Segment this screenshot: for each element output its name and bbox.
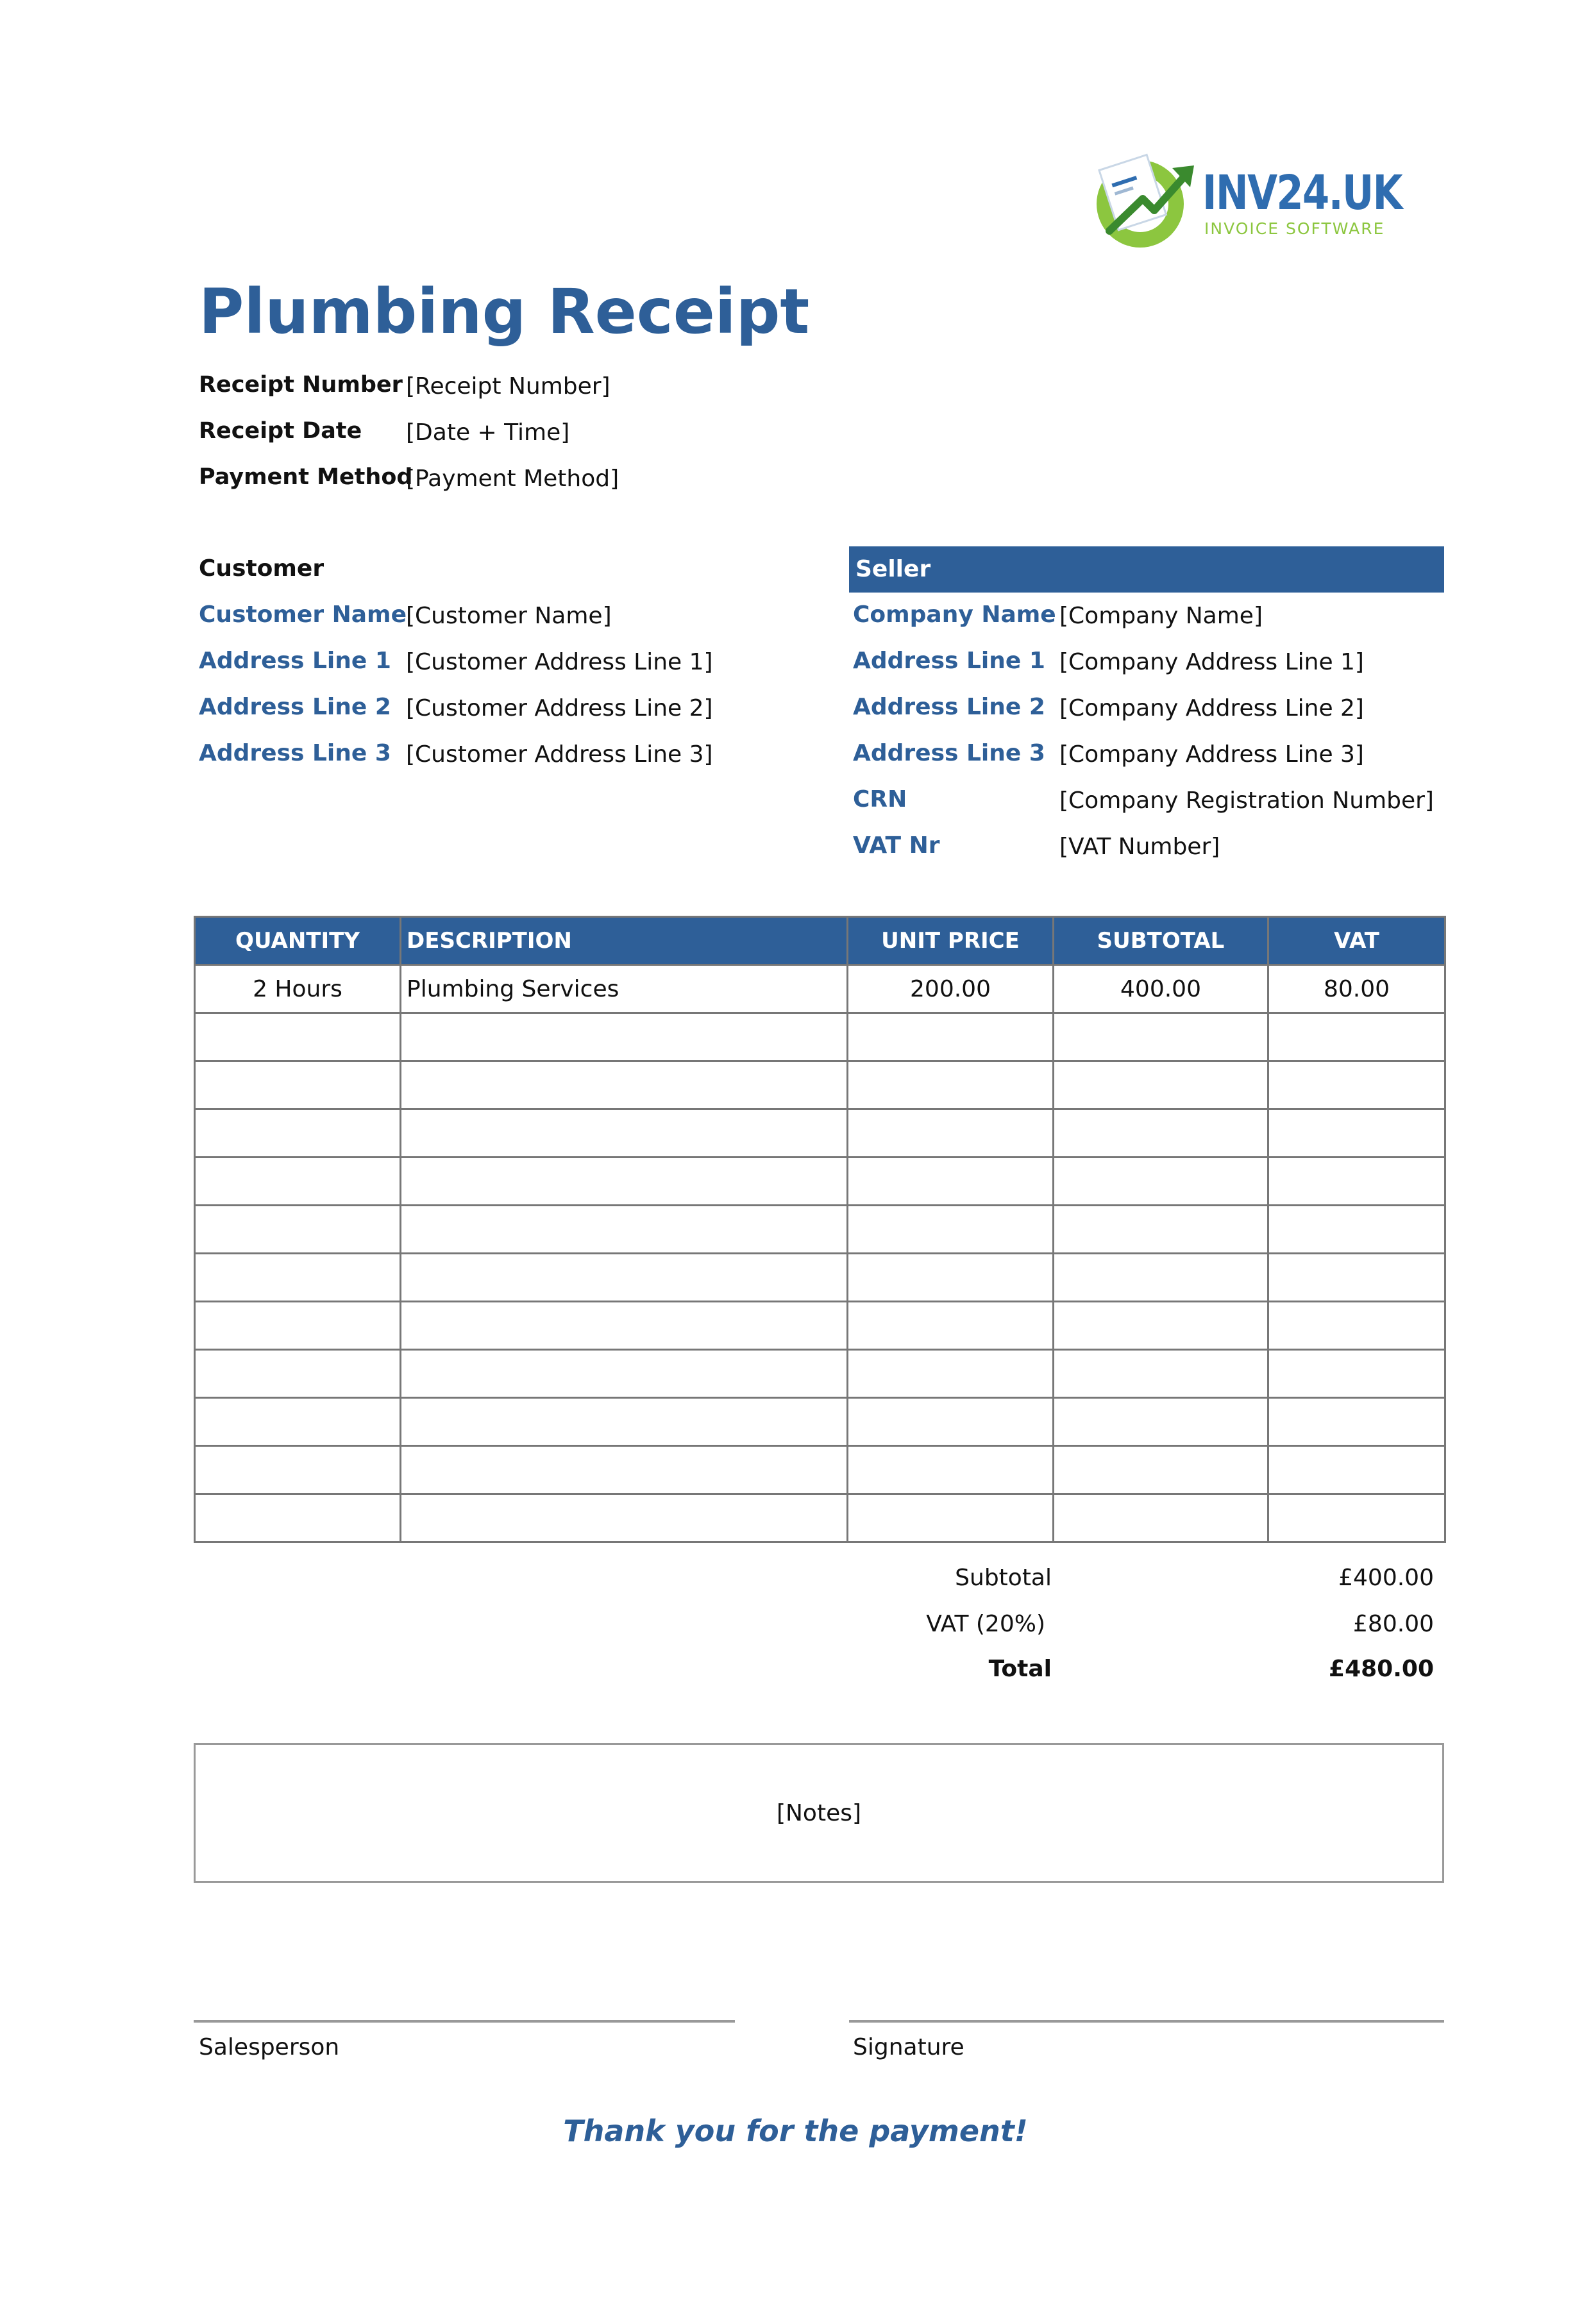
- quantity-cell: 2 Hours: [195, 965, 401, 1013]
- table-row-empty: [195, 1013, 1445, 1061]
- subtotal-cell-empty: [1054, 1446, 1268, 1494]
- table-row-empty: [195, 1206, 1445, 1254]
- customer-name-value: [Customer Name]: [406, 603, 612, 629]
- payment-method-value: [Payment Method]: [406, 466, 619, 492]
- subtotal-cell-empty: [1054, 1398, 1268, 1446]
- seller-crn-value: [Company Registration Number]: [1059, 787, 1434, 814]
- table-row-empty: [195, 1109, 1445, 1158]
- customer-address-3-value: [Customer Address Line 3]: [406, 741, 713, 768]
- quantity-cell-empty: [195, 1206, 401, 1254]
- vat-cell-empty: [1268, 1061, 1445, 1109]
- unit-price-cell-empty: [848, 1254, 1054, 1302]
- unit-price-cell-empty: [848, 1350, 1054, 1398]
- subtotal-cell-empty: [1054, 1254, 1268, 1302]
- quantity-cell-empty: [195, 1350, 401, 1398]
- description-cell-empty: [401, 1109, 848, 1158]
- unit-price-cell-empty: [848, 1061, 1054, 1109]
- logo-tagline: INVOICE SOFTWARE: [1204, 219, 1385, 238]
- column-header-unit-price: UNIT PRICE: [848, 917, 1054, 965]
- column-header-description: DESCRIPTION: [401, 917, 848, 965]
- thank-you-message: Thank you for the payment!: [563, 2114, 1028, 2148]
- subtotal-cell: 400.00: [1054, 965, 1268, 1013]
- receipt-number-label: Receipt Number: [199, 372, 403, 398]
- vat-total-value: £80.00: [1353, 1611, 1434, 1637]
- seller-heading: Seller: [849, 546, 1444, 593]
- description-cell-empty: [401, 1494, 848, 1542]
- items-table: [194, 916, 1446, 1543]
- subtotal-cell-empty: [1054, 1061, 1268, 1109]
- table-row-empty: [195, 1446, 1445, 1494]
- table-row: [195, 965, 1445, 1013]
- vat-cell-empty: [1268, 1350, 1445, 1398]
- subtotal-cell-empty: [1054, 1013, 1268, 1061]
- vat-cell-empty: [1268, 1254, 1445, 1302]
- table-row-empty: [195, 1302, 1445, 1350]
- seller-vat-value: [VAT Number]: [1059, 834, 1220, 860]
- subtotal-label: Subtotal: [955, 1565, 1052, 1591]
- vat-cell: 80.00: [1268, 965, 1445, 1013]
- quantity-cell-empty: [195, 1302, 401, 1350]
- table-row-empty: [195, 1158, 1445, 1206]
- signature-line: [849, 2020, 1444, 2023]
- subtotal-cell-empty: [1054, 1302, 1268, 1350]
- customer-address-1-label: Address Line 1: [199, 648, 391, 674]
- vat-cell-empty: [1268, 1109, 1445, 1158]
- logo-brand-text: INV24.UK: [1202, 165, 1402, 221]
- vat-cell-empty: [1268, 1206, 1445, 1254]
- grand-total-label: Total: [988, 1656, 1052, 1682]
- grand-total-value: £480.00: [1329, 1656, 1434, 1682]
- customer-address-1-value: [Customer Address Line 1]: [406, 649, 713, 675]
- unit-price-cell: 200.00: [848, 965, 1054, 1013]
- customer-address-2-value: [Customer Address Line 2]: [406, 695, 713, 721]
- payment-method-label: Payment Method: [199, 464, 413, 490]
- notes-box: [194, 1743, 1444, 1883]
- logo-emblem-icon: [1090, 149, 1199, 251]
- description-cell-empty: [401, 1254, 848, 1302]
- description-cell-empty: [401, 1061, 848, 1109]
- seller-address-2-value: [Company Address Line 2]: [1059, 695, 1364, 721]
- unit-price-cell-empty: [848, 1109, 1054, 1158]
- table-row-empty: [195, 1398, 1445, 1446]
- quantity-cell-empty: [195, 1061, 401, 1109]
- seller-address-1-label: Address Line 1: [853, 648, 1045, 674]
- seller-company-name-value: [Company Name]: [1059, 603, 1263, 629]
- column-header-vat: VAT: [1268, 917, 1445, 965]
- brand-logo: [1090, 149, 1402, 251]
- unit-price-cell-empty: [848, 1398, 1054, 1446]
- table-row-empty: [195, 1494, 1445, 1542]
- unit-price-cell-empty: [848, 1013, 1054, 1061]
- quantity-cell-empty: [195, 1158, 401, 1206]
- quantity-cell-empty: [195, 1494, 401, 1542]
- description-cell-empty: [401, 1158, 848, 1206]
- receipt-number-value: [Receipt Number]: [406, 373, 610, 400]
- seller-address-3-label: Address Line 3: [853, 740, 1045, 766]
- seller-address-1-value: [Company Address Line 1]: [1059, 649, 1364, 675]
- seller-address-3-value: [Company Address Line 3]: [1059, 741, 1364, 768]
- subtotal-cell-empty: [1054, 1494, 1268, 1542]
- vat-cell-empty: [1268, 1446, 1445, 1494]
- quantity-cell-empty: [195, 1446, 401, 1494]
- vat-cell-empty: [1268, 1158, 1445, 1206]
- vat-cell-empty: [1268, 1302, 1445, 1350]
- vat-cell-empty: [1268, 1494, 1445, 1542]
- salesperson-signature-line: [194, 2020, 735, 2023]
- notes-text: [Notes]: [776, 1799, 862, 1826]
- column-header-subtotal: SUBTOTAL: [1054, 917, 1268, 965]
- customer-address-2-label: Address Line 2: [199, 694, 391, 720]
- vat-total-label: VAT (20%): [926, 1611, 1045, 1637]
- description-cell-empty: [401, 1302, 848, 1350]
- customer-heading: Customer: [199, 555, 324, 582]
- page-title: Plumbing Receipt: [199, 276, 810, 348]
- vat-cell-empty: [1268, 1013, 1445, 1061]
- subtotal-value: £400.00: [1338, 1565, 1434, 1591]
- seller-address-2-label: Address Line 2: [853, 694, 1045, 720]
- unit-price-cell-empty: [848, 1494, 1054, 1542]
- description-cell-empty: [401, 1350, 848, 1398]
- seller-vat-label: VAT Nr: [853, 832, 940, 859]
- seller-crn-label: CRN: [853, 786, 907, 813]
- subtotal-cell-empty: [1054, 1158, 1268, 1206]
- seller-company-name-label: Company Name: [853, 602, 1056, 628]
- unit-price-cell-empty: [848, 1302, 1054, 1350]
- quantity-cell-empty: [195, 1254, 401, 1302]
- receipt-date-value: [Date + Time]: [406, 419, 570, 446]
- customer-address-3-label: Address Line 3: [199, 740, 391, 766]
- table-row-empty: [195, 1254, 1445, 1302]
- unit-price-cell-empty: [848, 1158, 1054, 1206]
- signature-label: Signature: [853, 2034, 964, 2060]
- quantity-cell-empty: [195, 1013, 401, 1061]
- description-cell-empty: [401, 1446, 848, 1494]
- subtotal-cell-empty: [1054, 1109, 1268, 1158]
- subtotal-cell-empty: [1054, 1350, 1268, 1398]
- receipt-date-label: Receipt Date: [199, 418, 362, 444]
- table-header-row: [195, 917, 1445, 965]
- vat-cell-empty: [1268, 1398, 1445, 1446]
- table-row-empty: [195, 1061, 1445, 1109]
- unit-price-cell-empty: [848, 1206, 1054, 1254]
- description-cell: Plumbing Services: [401, 965, 848, 1013]
- description-cell-empty: [401, 1398, 848, 1446]
- column-header-quantity: QUANTITY: [195, 917, 401, 965]
- quantity-cell-empty: [195, 1398, 401, 1446]
- salesperson-label: Salesperson: [199, 2034, 340, 2060]
- table-row-empty: [195, 1350, 1445, 1398]
- unit-price-cell-empty: [848, 1446, 1054, 1494]
- subtotal-cell-empty: [1054, 1206, 1268, 1254]
- description-cell-empty: [401, 1206, 848, 1254]
- customer-name-label: Customer Name: [199, 602, 407, 628]
- quantity-cell-empty: [195, 1109, 401, 1158]
- description-cell-empty: [401, 1013, 848, 1061]
